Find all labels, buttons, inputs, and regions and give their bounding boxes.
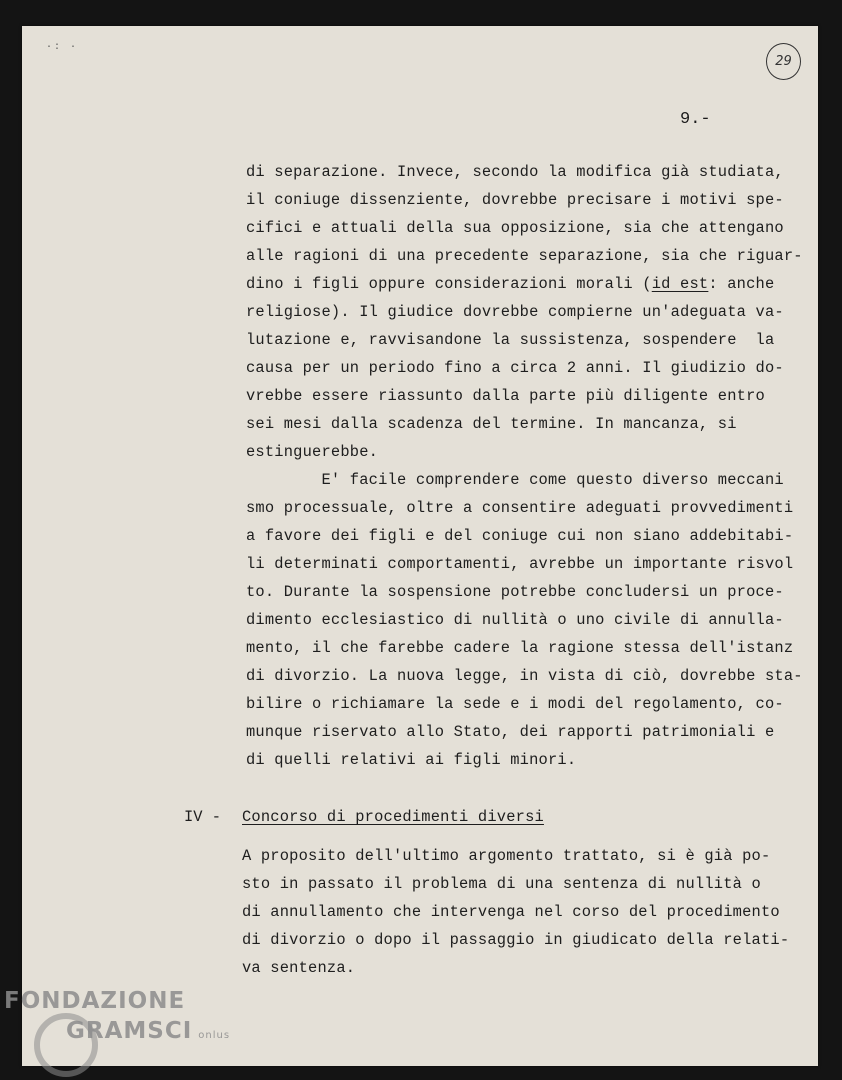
- text-line: va sentenza.: [242, 959, 356, 977]
- text-line: A proposito dell'ultimo argomento trattato, si è già po-: [242, 847, 771, 865]
- section-heading: Concorso di procedimenti diversi: [242, 808, 544, 826]
- text-line: di annullamento che intervenga nel corso del procedimento: [242, 903, 780, 921]
- text-line: di divorzio. La nuova legge, in vista di ciò, dovrebbe sta-: [246, 667, 803, 685]
- watermark-line2-row: [4, 1016, 230, 1051]
- page-number: 9.-: [680, 110, 711, 129]
- text-line: smo processuale, oltre a consentire adeguati provvedimenti: [246, 499, 794, 517]
- text-segment: dino i figli oppure considerazioni morali (: [246, 275, 652, 293]
- paper-specks: ·: ·: [46, 42, 79, 53]
- text-line: to. Durante la sospensione potrebbe concludersi un proce-: [246, 583, 784, 601]
- text-line: munque riservato allo Stato, dei rapporti patrimoniali e: [246, 723, 775, 741]
- archive-stamp: [766, 43, 801, 80]
- text-line: dimento ecclesiastico di nullità o uno civile di annulla-: [246, 611, 784, 629]
- text-line: il coniuge dissenziente, dovrebbe precisare i motivi spe-: [246, 191, 784, 209]
- text-line: alle ragioni di una precedente separazione, sia che riguar-: [246, 247, 803, 265]
- text-line: li determinati comportamenti, avrebbe un importante risvol: [246, 555, 794, 573]
- watermark-suffix: onlus: [198, 1030, 231, 1041]
- text-line: a favore dei figli e del coniuge cui non siano addebitabi-: [246, 527, 794, 545]
- text-line: di divorzio o dopo il passaggio in giudicato della relati-: [242, 931, 790, 949]
- text-line: di quelli relativi ai figli minori.: [246, 751, 577, 769]
- text-line: estinguerebbe.: [246, 443, 379, 461]
- text-line: bilire o richiamare la sede e i modi del regolamento, co-: [246, 695, 784, 713]
- text-line: sei mesi dalla scadenza del termine. In mancanza, si: [246, 415, 737, 433]
- section-number: IV -: [184, 808, 221, 826]
- text-line: di separazione. Invece, secondo la modifica già studiata,: [246, 163, 784, 181]
- text-line: lutazione e, ravvisandone la sussistenza, sospendere la: [246, 331, 775, 349]
- archive-number: 29: [775, 54, 792, 69]
- text-line: cifici e attuali della sua opposizione, sia che attengano: [246, 219, 784, 237]
- watermark-line1: FONDAZIONE: [4, 988, 186, 1014]
- text-line: religiose). Il giudice dovrebbe compierne un'adeguata va-: [246, 303, 784, 321]
- text-line: mento, il che farebbe cadere la ragione stessa dell'istanz: [246, 639, 794, 657]
- text-line: vrebbe essere riassunto dalla parte più diligente entro: [246, 387, 765, 405]
- latin-term: id est: [651, 275, 709, 293]
- watermark-line2: GRAMSCI: [66, 1018, 193, 1044]
- watermark: [4, 986, 230, 1051]
- text-segment: : anche: [708, 275, 775, 293]
- text-line: sto in passato il problema di una sentenza di nullità o: [242, 875, 761, 893]
- text-line: E' facile comprendere come questo diverso meccani: [246, 471, 784, 489]
- text-line: [246, 275, 774, 293]
- text-line: causa per un periodo fino a circa 2 anni. Il giudizio do-: [246, 359, 784, 377]
